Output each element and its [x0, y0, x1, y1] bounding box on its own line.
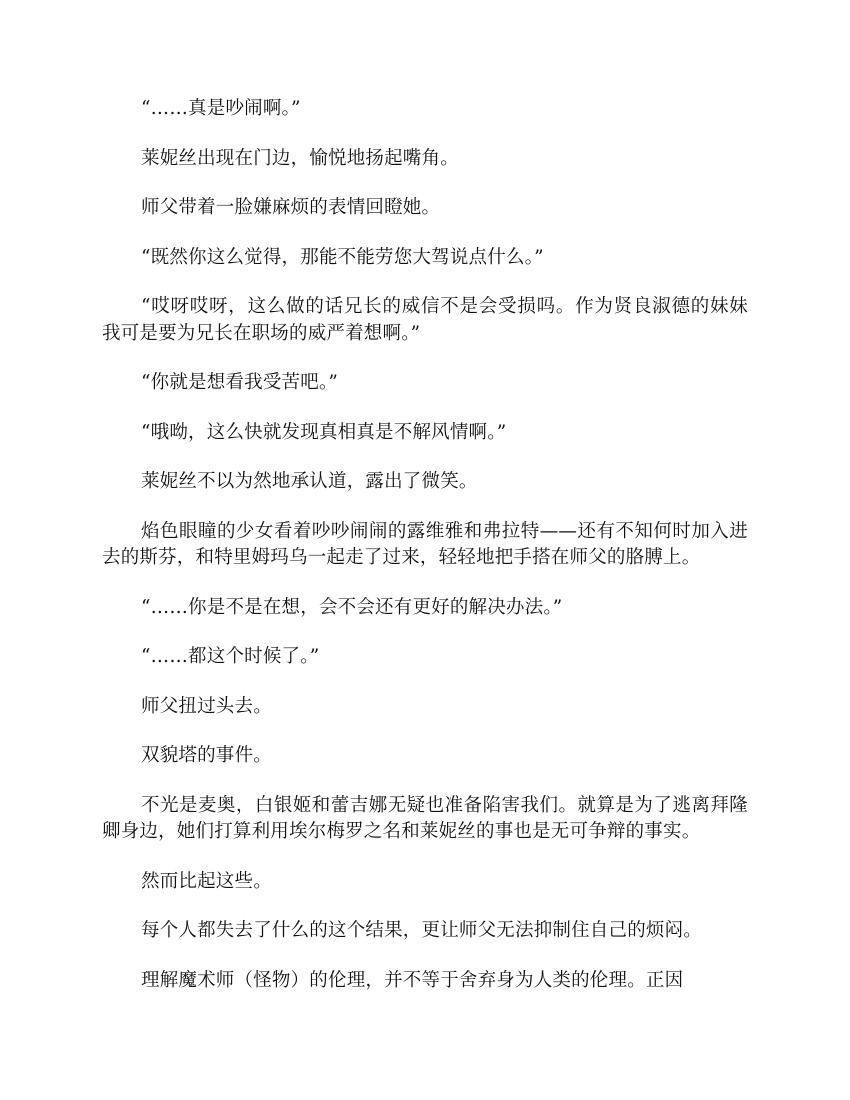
paragraph: “……真是吵闹啊。” — [141, 98, 301, 119]
paragraph: “……你是不是在想，会不会还有更好的解决办法。” — [141, 596, 563, 618]
paragraph: 莱妮丝不以为然地承认道，露出了微笑。 — [141, 471, 478, 492]
paragraph: 莱妮丝出现在门边，愉悦地扬起嘴角。 — [141, 147, 459, 169]
paragraph: “哎呀哎呀，这么做的话兄长的威信不是会受损吗。作为贤良淑德的妹妹我可是要为兄长在职场的威严着想啊。” — [102, 296, 748, 344]
paragraph: 焰色眼瞳的少女看着吵吵闹闹的露维雅和弗拉特——还有不知何时加入进去的斯芬，和特里姆玛乌一起走了过来，轻轻地把手搭在师父的胳膊上。 — [102, 520, 748, 568]
document-body — [102, 96, 748, 1017]
paragraph: “既然你这么觉得，那能不能劳您大驾说点什么。” — [141, 246, 544, 268]
paragraph: 师父扭过头去。 — [141, 695, 272, 717]
paragraph: “你就是想看我受苦吧。” — [141, 372, 339, 393]
paragraph: 双貌塔的事件。 — [141, 745, 272, 766]
paragraph: “……都这个时候了。” — [141, 646, 320, 667]
paragraph: 不光是麦奥，白银姬和蕾吉娜无疑也准备陷害我们。就算是为了逃离拜隆卿身边，她们打算利用埃尔梅罗之名和莱妮丝的事也是无可争辩的事实。 — [102, 794, 748, 842]
paragraph: “哦呦，这么快就发现真相真是不解风情啊。” — [141, 421, 507, 443]
paragraph: 师父带着一脸嫌麻烦的表情回瞪她。 — [141, 197, 441, 218]
paragraph: 然而比起这些。 — [141, 870, 272, 892]
paragraph: 理解魔术师（怪物）的伦理，并不等于舍弃身为人类的伦理。正因 — [141, 969, 684, 991]
paragraph: 每个人都失去了什么的这个结果，更让师父无法抑制住自己的烦闷。 — [141, 920, 703, 941]
